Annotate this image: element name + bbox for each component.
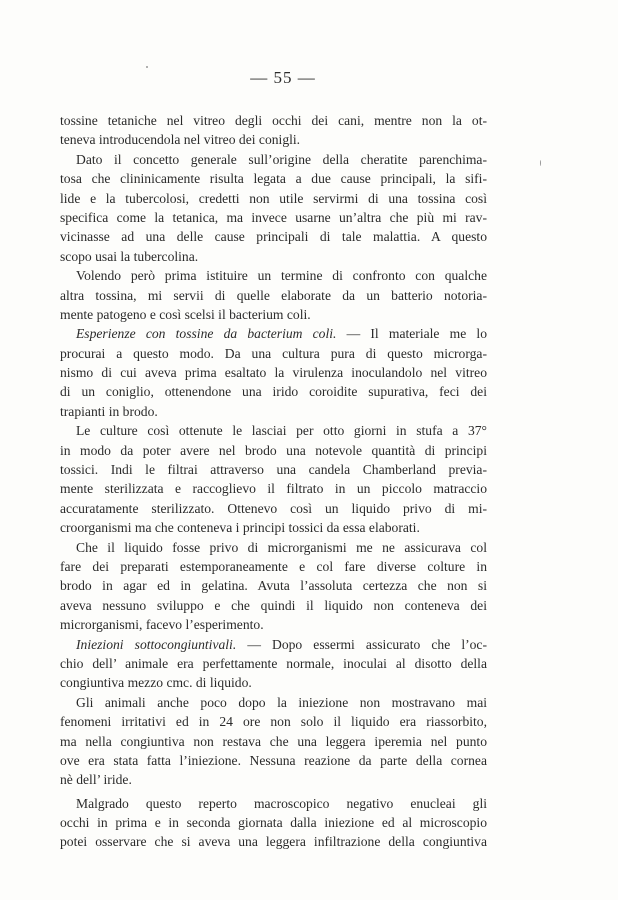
- line-text: Volendo però prima istituire un termine di confronto con qualche: [76, 268, 487, 284]
- line-text: Gli animali anche poco dopo la iniezione non mostravano mai: [76, 694, 487, 710]
- line-text: tossici. Indi le filtrai attraverso una candela Chamberland previa-: [60, 462, 487, 478]
- text-line: [60, 111, 487, 130]
- line-text: nismo di cui aveva prima esaltato la virulenza inoculandolo nel vitreo: [60, 365, 487, 381]
- text-line: [60, 576, 487, 595]
- text-line: [60, 499, 487, 518]
- line-text: aveva nessuno sviluppo e che quindi il liquido non conteneva dei: [60, 597, 487, 613]
- line-text: croorganismi ma che conteneva i principi tossici da essa elaborati.: [60, 520, 420, 536]
- line-text: in modo da poter avere nel brodo una notevole quantità di principi: [60, 442, 487, 458]
- text-line: [60, 813, 487, 832]
- page-number: — 55 —: [250, 68, 316, 87]
- line-text: tossine tetaniche nel vitreo degli occhi dei cani, mentre non la ot-: [60, 113, 487, 128]
- text-line: [60, 208, 487, 227]
- line-text: procurai a questo modo. Da una cultura pura di questo microrga-: [60, 345, 487, 361]
- text-line: [60, 150, 487, 169]
- text-line: [60, 324, 487, 343]
- line-text: potei osservare che si aveva una leggera infiltrazione della congiuntiva: [60, 834, 487, 850]
- line-text: — Dopo essermi assicurato che l’oc-: [236, 636, 487, 652]
- section-heading: Esperienze con tossine da bacterium coli.: [76, 326, 337, 342]
- text-line: [60, 266, 487, 285]
- text-line: [60, 130, 487, 149]
- text-line: [60, 673, 487, 692]
- line-text: nè dell’ iride.: [60, 772, 132, 788]
- text-line: [60, 538, 487, 557]
- text-line: [60, 441, 487, 460]
- line-text: Le culture così ottenute le lasciai per otto giorni in stufa a 37°: [76, 423, 487, 439]
- text-line: [60, 693, 487, 712]
- line-text: di un coniglio, ottenendone una irido coroidite supurativa, feci dei: [60, 384, 487, 400]
- text-line: [60, 247, 487, 266]
- text-line: [60, 402, 487, 421]
- line-text: specifica come la tetanica, ma invece usarne un’altra che più mi rav-: [60, 209, 487, 225]
- line-text: brodo in agar ed in gelatina. Avuta l’assoluta certezza che non si: [60, 578, 487, 594]
- scan-speck: [540, 160, 541, 166]
- text-line: [60, 832, 487, 851]
- line-text: occhi in prima e in seconda giornata dalla iniezione ed al microscopio: [60, 815, 487, 831]
- line-text: vicinasse ad una delle cause principali di tale malattia. A questo: [60, 229, 487, 245]
- text-line: [60, 305, 487, 324]
- line-text: lide e la tubercolosi, credetti non utile servirmi di una tossina così: [60, 190, 487, 206]
- text-line: [60, 363, 487, 382]
- text-line: [60, 421, 487, 440]
- text-line: [60, 460, 487, 479]
- text-line: [60, 596, 487, 615]
- line-text: ove era stata fatta l’iniezione. Nessuna reazione da parte della cornea: [60, 752, 487, 768]
- line-text: Che il liquido fosse privo di microrganismi me ne assicurava col: [76, 539, 487, 555]
- line-text: fare dei preparati estemporaneamente e col fare diverse colture in: [60, 558, 487, 574]
- line-text: chio dell’ animale era perfettamente normale, inoculai al disotto della: [60, 655, 487, 671]
- line-text: ma nella congiuntiva non restava che una leggera iperemia nel punto: [60, 733, 487, 749]
- body-text: [60, 111, 487, 852]
- text-line: [60, 751, 487, 770]
- line-text: altra tossina, mi servii di quelle elaborate da un batterio notoria-: [60, 287, 487, 303]
- line-text: Malgrado questo reperto macroscopico negativo enucleai gli: [76, 795, 487, 811]
- line-text: mente patogeno e così scelsi il bacterium coli.: [60, 306, 311, 322]
- scan-speck: [146, 66, 148, 68]
- text-line: [60, 615, 487, 634]
- text-line: [60, 770, 487, 789]
- text-line: [60, 732, 487, 751]
- text-line: [60, 344, 487, 363]
- text-line: [60, 479, 487, 498]
- text-line: [60, 189, 487, 208]
- text-line: [60, 382, 487, 401]
- line-text: fenomeni irritativi ed in 24 ore non solo il liquido era riassorbito,: [60, 714, 487, 730]
- line-text: teneva introducendola nel vitreo dei conigli.: [60, 132, 301, 148]
- line-text: tosa che clininicamente risulta legata a due cause principali, la sifi-: [60, 171, 487, 187]
- text-line: [60, 635, 487, 654]
- text-line: [60, 518, 487, 537]
- text-line: [60, 557, 487, 576]
- line-text: — Il materiale me lo: [336, 326, 487, 342]
- line-text: mente sterilizzata e raccoglievo il filtrato in un piccolo matraccio: [60, 481, 487, 497]
- line-text: Dato il concetto generale sull’origine della cheratite parenchima-: [76, 151, 487, 167]
- text-line: [60, 712, 487, 731]
- line-text: scopo usai la tubercolina.: [60, 248, 199, 264]
- text-line: [60, 169, 487, 188]
- line-text: congiuntiva mezzo cmc. di liquido.: [60, 675, 252, 691]
- line-text: trapianti in brodo.: [60, 403, 158, 419]
- text-line: [60, 286, 487, 305]
- section-heading: Iniezioni sottocongiuntivali.: [76, 636, 237, 652]
- text-line: [60, 794, 487, 813]
- text-line: [60, 654, 487, 673]
- line-text: microrganismi, facevo l’esperimento.: [60, 617, 264, 633]
- text-line: [60, 227, 487, 246]
- line-text: accuratamente sterilizzato. Ottenevo così un liquido privo di mi-: [60, 500, 487, 516]
